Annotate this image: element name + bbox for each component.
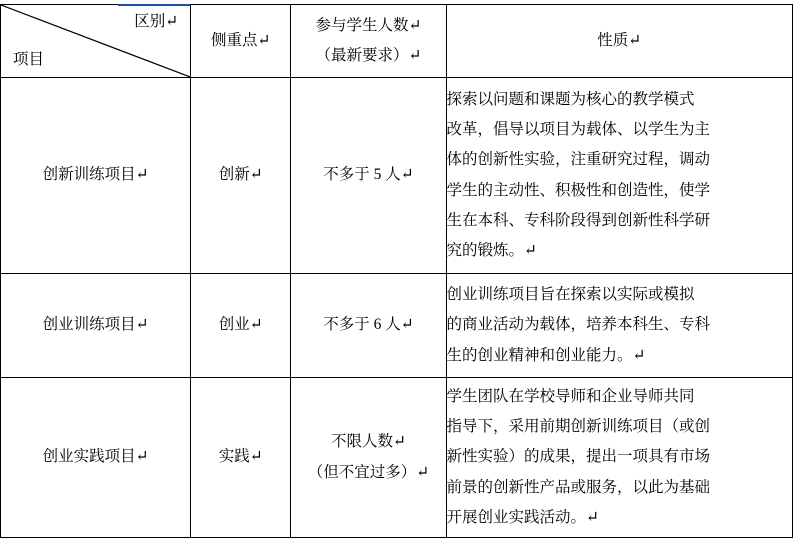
row-student-count-line1: 不限人数↵ bbox=[330, 433, 406, 451]
row-focus: 创新↵ bbox=[191, 78, 291, 274]
nature-line: 生的创业精神和创业能力。↵ bbox=[446, 346, 646, 364]
row-student-count bbox=[291, 274, 446, 378]
header-students-label-line2: （最新要求）↵ bbox=[315, 47, 422, 64]
row-student-count-line2: （但不宜过多）↵ bbox=[307, 463, 430, 481]
nature-line: 新性实验）的成果，提出一项具有市场 bbox=[446, 448, 711, 466]
document-page bbox=[0, 4, 793, 546]
row-student-count-line1: 不多于 6 人↵ bbox=[323, 316, 414, 334]
row-nature-description bbox=[446, 78, 792, 274]
nature-line: 改革，倡导以项目为载体、以学生为主 bbox=[446, 121, 711, 139]
header-students-label-line1: 参与学生人数↵ bbox=[315, 16, 422, 34]
table-row bbox=[1, 274, 793, 378]
table-header-row bbox=[1, 5, 793, 78]
nature-line: 开展创业实践活动。↵ bbox=[446, 508, 600, 526]
header-focus-label: 侧重点↵ bbox=[211, 31, 271, 49]
row-project-name: 创业训练项目↵ bbox=[1, 274, 191, 378]
nature-line: 学生团队在学校导师和企业导师共同 bbox=[446, 387, 695, 405]
header-corner-cell bbox=[1, 5, 191, 78]
header-nature-cell bbox=[446, 5, 792, 78]
nature-line: 的商业活动为载体，培养本科生、专科 bbox=[446, 316, 711, 334]
nature-line: 生在本科、专科阶段得到创新性科学研 bbox=[446, 211, 711, 229]
table-row bbox=[1, 378, 793, 538]
header-nature-label: 性质↵ bbox=[597, 31, 642, 49]
row-project-name: 创业实践项目↵ bbox=[1, 378, 191, 538]
nature-line: 前景的创新性产品或服务，以此为基础 bbox=[446, 478, 711, 496]
comparison-table bbox=[0, 4, 793, 538]
row-nature-description bbox=[446, 274, 792, 378]
row-nature-description bbox=[446, 378, 792, 538]
header-focus-cell bbox=[191, 5, 291, 78]
nature-line: 创业训练项目旨在探索以实际或模拟 bbox=[446, 286, 695, 304]
nature-line: 指导下，采用前期创新训练项目（或创 bbox=[446, 418, 711, 436]
row-focus: 创业↵ bbox=[191, 274, 291, 378]
row-student-count bbox=[291, 78, 446, 274]
nature-line: 探索以问题和课题为核心的教学模式 bbox=[446, 90, 695, 108]
row-focus: 实践↵ bbox=[191, 378, 291, 538]
header-category-label: 区别↵ bbox=[134, 13, 179, 30]
row-student-count bbox=[291, 378, 446, 538]
nature-line: 究的锻炼。↵ bbox=[446, 241, 538, 259]
nature-line: 学生的主动性、积极性和创造性，使学 bbox=[446, 181, 711, 199]
table-row bbox=[1, 78, 793, 274]
header-project-label: 项目 bbox=[13, 50, 45, 68]
nature-line: 体的创新性实验，注重研究过程，调动 bbox=[446, 151, 711, 169]
row-student-count-line1: 不多于 5 人↵ bbox=[323, 166, 414, 184]
row-project-name: 创新训练项目↵ bbox=[1, 78, 191, 274]
header-students-cell bbox=[291, 5, 446, 78]
